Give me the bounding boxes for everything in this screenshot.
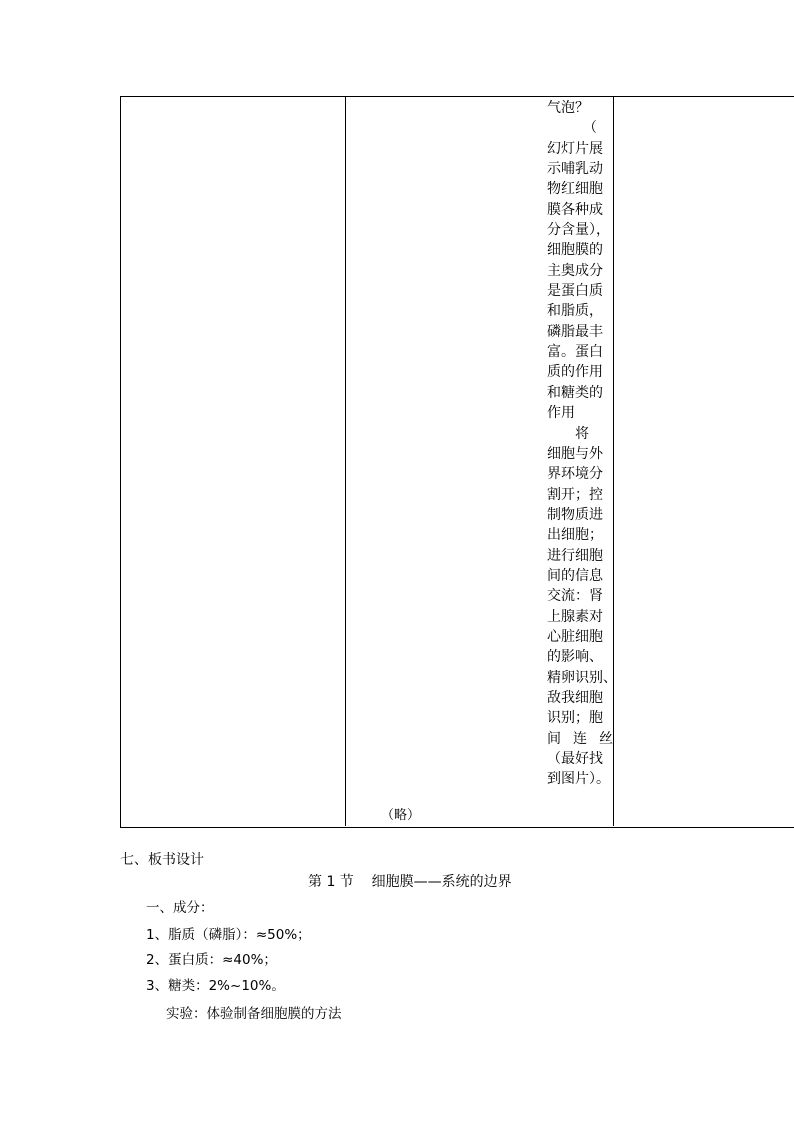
cell-line: 心脏细胞 [547,628,603,645]
cell-line: 示哺乳动 [547,161,603,178]
cell-line: 和糖类的 [547,384,603,401]
cell-line: 是蛋白质 [547,283,603,300]
cell-line: 交流：肾 [547,588,603,605]
cell-line: 膜各种成 [547,201,603,218]
cell-line: 质的作用 [547,364,603,381]
cell-line: 间的信息 [547,567,603,584]
board-line: 1、脂质（磷脂）：≈50%； [146,927,311,943]
cell-line: 上腺素对 [547,608,603,625]
cell-line: 幻灯片展 [547,140,603,157]
cell-line: 作用 [547,405,575,422]
section-heading: 七、板书设计 [120,852,204,868]
cell-line: 识别；胞 [547,710,603,727]
cell-line: （ [583,120,597,137]
table-column-divider [345,96,346,826]
cell-line: 物红细胞 [547,181,603,198]
section-subtitle: 第 1 节 细胞膜——系统的边界 [308,874,512,890]
board-line: 一、成分： [146,900,214,916]
cell-line: 主奥成分 [547,262,603,279]
cell-line: 割开；控 [547,486,603,503]
cell-line: 的影响、 [547,649,603,666]
cell-line: 界环境分 [547,466,603,483]
cell-line: 进行细胞 [547,547,603,564]
table-column-divider [613,96,614,826]
omitted-note: （略） [381,808,421,823]
board-line: 实验：体验制备细胞膜的方法 [166,1006,342,1022]
cell-line: （最好找 [547,751,603,767]
board-line: 2、蛋白质：≈40%； [146,952,277,968]
cell-line: 和脂质， [547,303,603,320]
cell-line: 出细胞； [547,527,603,544]
cell-line: 制物质进 [547,506,603,523]
cell-line: 精卵识别、 [547,669,617,686]
cell-line: 敌我细胞 [547,689,603,706]
cell-line: 细胞膜的 [547,242,603,259]
cell-line: 将 [575,425,589,442]
cell-line: 富。蛋白 [547,344,603,361]
table-cell-content [547,98,617,790]
cell-line: 磷脂最丰 [547,323,603,340]
cell-line: 气泡？ [547,100,589,116]
cell-line: 间 连 丝 [547,730,613,747]
cell-line: 分含量）， [547,222,610,239]
board-line: 3、糖类：2%~10%。 [146,978,285,994]
cell-line: 到图片）。 [547,771,610,788]
cell-line: 细胞与外 [547,445,603,462]
lesson-table [120,96,794,828]
